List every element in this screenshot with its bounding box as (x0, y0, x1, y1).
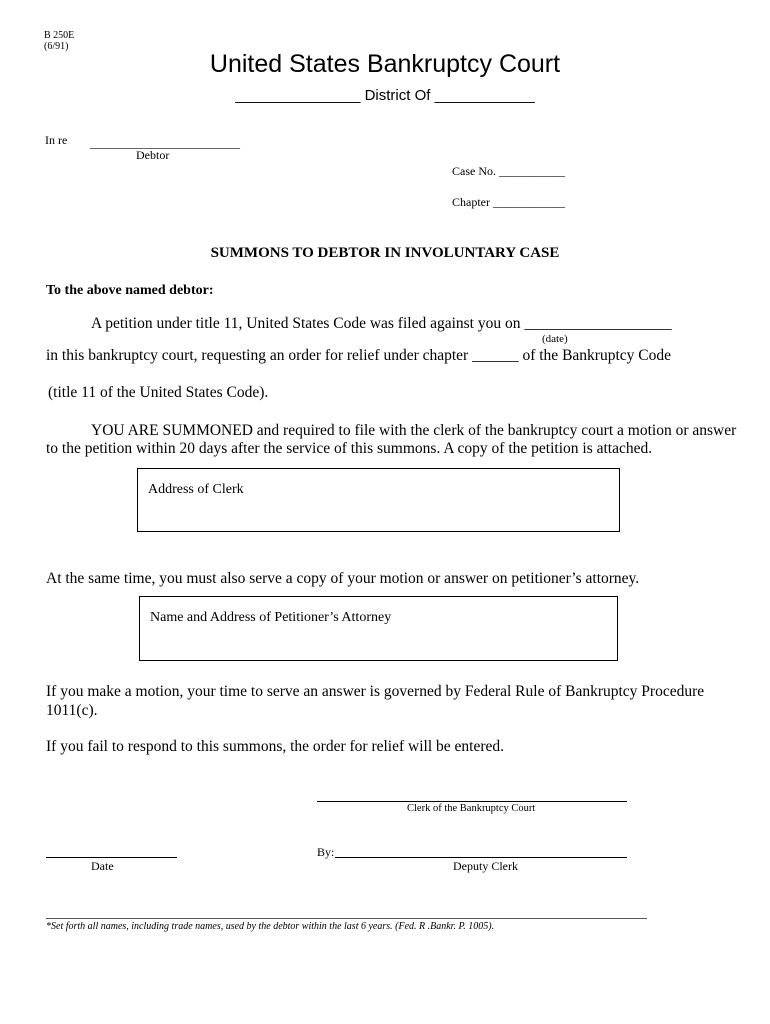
serve-attorney-line: At the same time, you must also serve a copy of your motion or answer on petitioner’s attorney. (46, 570, 640, 587)
attorney-address-box[interactable] (139, 596, 618, 661)
date-signature-line[interactable] (46, 857, 177, 858)
deputy-signature-line[interactable] (335, 857, 627, 858)
date-label: Date (91, 859, 114, 873)
petition-line: A petition under title 11, United States Code was filed against you on ___________________ (91, 315, 672, 332)
footnote: *Set forth all names, including trade names, used by the debtor within the last 6 years. (Fed. R .Bankr. P. 1005). (46, 921, 495, 932)
by-label: By: (317, 845, 335, 859)
summoned-line-2: to the petition within 20 days after the service of this summons. A copy of the petition is attached. (46, 440, 653, 457)
motion-line-2: 1011(c). (46, 702, 98, 719)
form-revision-date: (6/91) (44, 41, 69, 52)
date-hint: (date) (542, 333, 568, 345)
chapter-field[interactable]: Chapter ____________ (452, 195, 565, 209)
clerk-signature-line[interactable] (317, 801, 627, 802)
debtor-name-blank[interactable]: _________________________ (90, 136, 240, 150)
summoned-line-1: YOU ARE SUMMONED and required to file with the clerk of the bankruptcy court a motion or answer (91, 422, 737, 439)
salutation: To the above named debtor: (46, 283, 214, 298)
in-re-label: In re (45, 133, 68, 147)
deputy-clerk-label: Deputy Clerk (453, 859, 518, 873)
court-title: United States Bankruptcy Court (209, 50, 561, 78)
debtor-label: Debtor (136, 148, 170, 162)
attorney-address-label: Name and Address of Petitioner’s Attorney (150, 610, 392, 625)
form-code (44, 30, 74, 52)
summons-heading: SUMMONS TO DEBTOR IN INVOLUNTARY CASE (210, 245, 560, 261)
clerk-address-box[interactable] (137, 468, 620, 532)
district-line: _______________ District Of ____________ (235, 87, 535, 104)
form-number: B 250E (44, 30, 75, 41)
failure-warning: If you fail to respond to this summons, the order for relief will be entered. (46, 738, 504, 755)
case-number-field[interactable]: Case No. ___________ (452, 164, 565, 178)
code-reference: (title 11 of the United States Code). (48, 384, 269, 401)
motion-line-1: If you make a motion, your time to serve an answer is governed by Federal Rule of Bankruptcy Procedure (46, 683, 705, 700)
footnote-rule (46, 918, 647, 919)
clerk-address-label: Address of Clerk (148, 482, 244, 497)
clerk-label: Clerk of the Bankruptcy Court (407, 803, 536, 814)
court-line: in this bankruptcy court, requesting an order for relief under chapter ______ of the Bankruptcy Code (46, 347, 671, 364)
